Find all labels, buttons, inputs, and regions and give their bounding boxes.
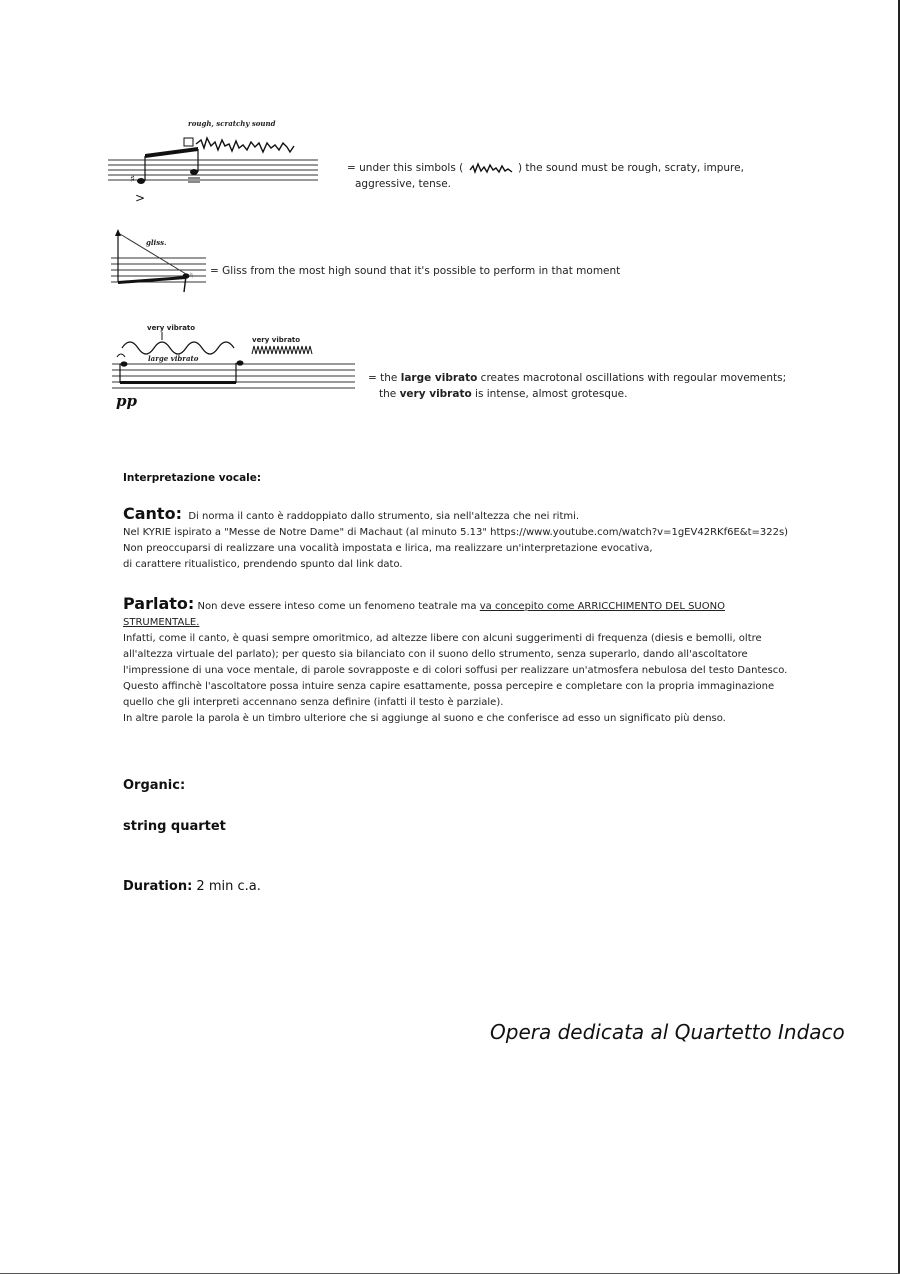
vibrato-l2-post: is intense, almost grotesque. [471,388,628,400]
gliss-figure-label: gliss. [146,238,167,247]
vibrato-l2-pre: the [379,388,400,400]
gliss-notation-figure [108,226,208,296]
svg-text:♮: ♮ [190,271,193,280]
interpretation-heading: Interpretazione vocale: [123,472,262,484]
svg-text:>: > [135,191,146,205]
parlato-line1 [123,596,787,615]
rough-sound-legend [347,160,744,192]
parlato-text-1-underlined: va concepito come ARRICCHIMENTO DEL SUONO [479,601,725,612]
parlato-line2: STRUMENTALE. [123,617,200,628]
canto-line4: di carattere ritualistico, prendendo spunto dal link dato. [123,559,403,570]
svg-text:♯: ♯ [130,174,135,185]
rough-legend-after: ) the sound must be rough, scraty, impure, [517,162,744,174]
vibrato-l1-bold: large vibrato [400,372,478,384]
rough-sound-figure-label: rough, scratchy sound [188,119,276,128]
vibrato-legend-line2 [368,386,786,402]
gliss-legend [210,263,620,279]
canto-section [123,506,788,573]
duration-label: Duration: [123,879,193,894]
rough-sound-notation-figure [108,116,323,210]
duration-value: 2 min c.a. [192,879,261,894]
rough-sound-icon [469,162,513,174]
organic-label: Organic: [123,778,186,793]
canto-title: Canto: [123,504,182,523]
parlato-section [123,596,787,727]
parlato-line5: l'impressione di una voce mentale, di parole sovrapposte e di colori soffusi per realizzare un'atmosfera nebulosa del testo Dantesco. [123,665,788,676]
very-vibrato-label-2: very vibrato [252,336,301,344]
canto-text-1: Di norma il canto è raddoppiato dallo strumento, sia nell'altezza che nei ritmi. [188,511,580,522]
duration-line [123,879,261,894]
canto-line1 [123,506,788,525]
parlato-text-1: Non deve essere inteso come un fenomeno teatrale ma [197,601,480,612]
parlato-line3: Infatti, come il canto, è quasi sempre omoritmico, ad altezze libere con alcuni suggerimenti di frequenza (diesis e bemolli, oltre [123,633,762,644]
vibrato-legend-line1 [368,370,786,386]
parlato-line4: all'altezza virtuale del parlato); per questo sia bilanciato con il suono dello strumento, senza superarlo, dando all'ascoltatore [123,649,748,660]
parlato-title: Parlato: [123,594,195,613]
vibrato-l1-post: creates macrotonal oscillations with regoular movements; [477,372,787,384]
vibrato-l2-bold: very vibrato [399,388,472,400]
gliss-legend-text: = Gliss from the most high sound that it's possible to perform in that moment [210,265,621,277]
parlato-line7: quello che gli interpreti accennano senza definire (infatti il testo è parziale). [123,697,504,708]
vibrato-l1-pre: = the [368,372,401,384]
vibrato-notation-figure [112,320,357,412]
parlato-line6: Questo affinchè l'ascoltatore possa intuire senza capire esattamente, possa percepire e completare con la propria immaginazione [123,681,775,692]
canto-line3: Non preoccuparsi di realizzare una vocalità impostata e lirica, ma realizzare un'interpretazione evocativa, [123,543,653,554]
very-vibrato-label-1: very vibrato [147,324,196,332]
organic-value: string quartet [123,819,226,834]
vibrato-legend [368,370,786,402]
canto-line2: Nel KYRIE ispirato a "Messe de Notre Dame" di Machaut (al minuto 5.13" https://www.youtube.com/watch?v=1gEV42RKf6E&t=322s) [123,527,789,538]
rough-sound-legend-line2: aggressive, tense. [355,178,452,190]
large-vibrato-label: large vibrato [148,354,199,363]
parlato-line8: In altre parole la parola è un timbro ulteriore che si aggiunge al suono e che conferisce ad esso un significato più denso. [123,713,726,724]
rough-sound-legend-line1 [347,160,744,176]
pp-dynamic: pp [116,392,137,410]
rough-legend-before: = under this simbols ( [347,162,464,174]
dedication: Opera dedicata al Quartetto Indaco [490,1020,845,1044]
